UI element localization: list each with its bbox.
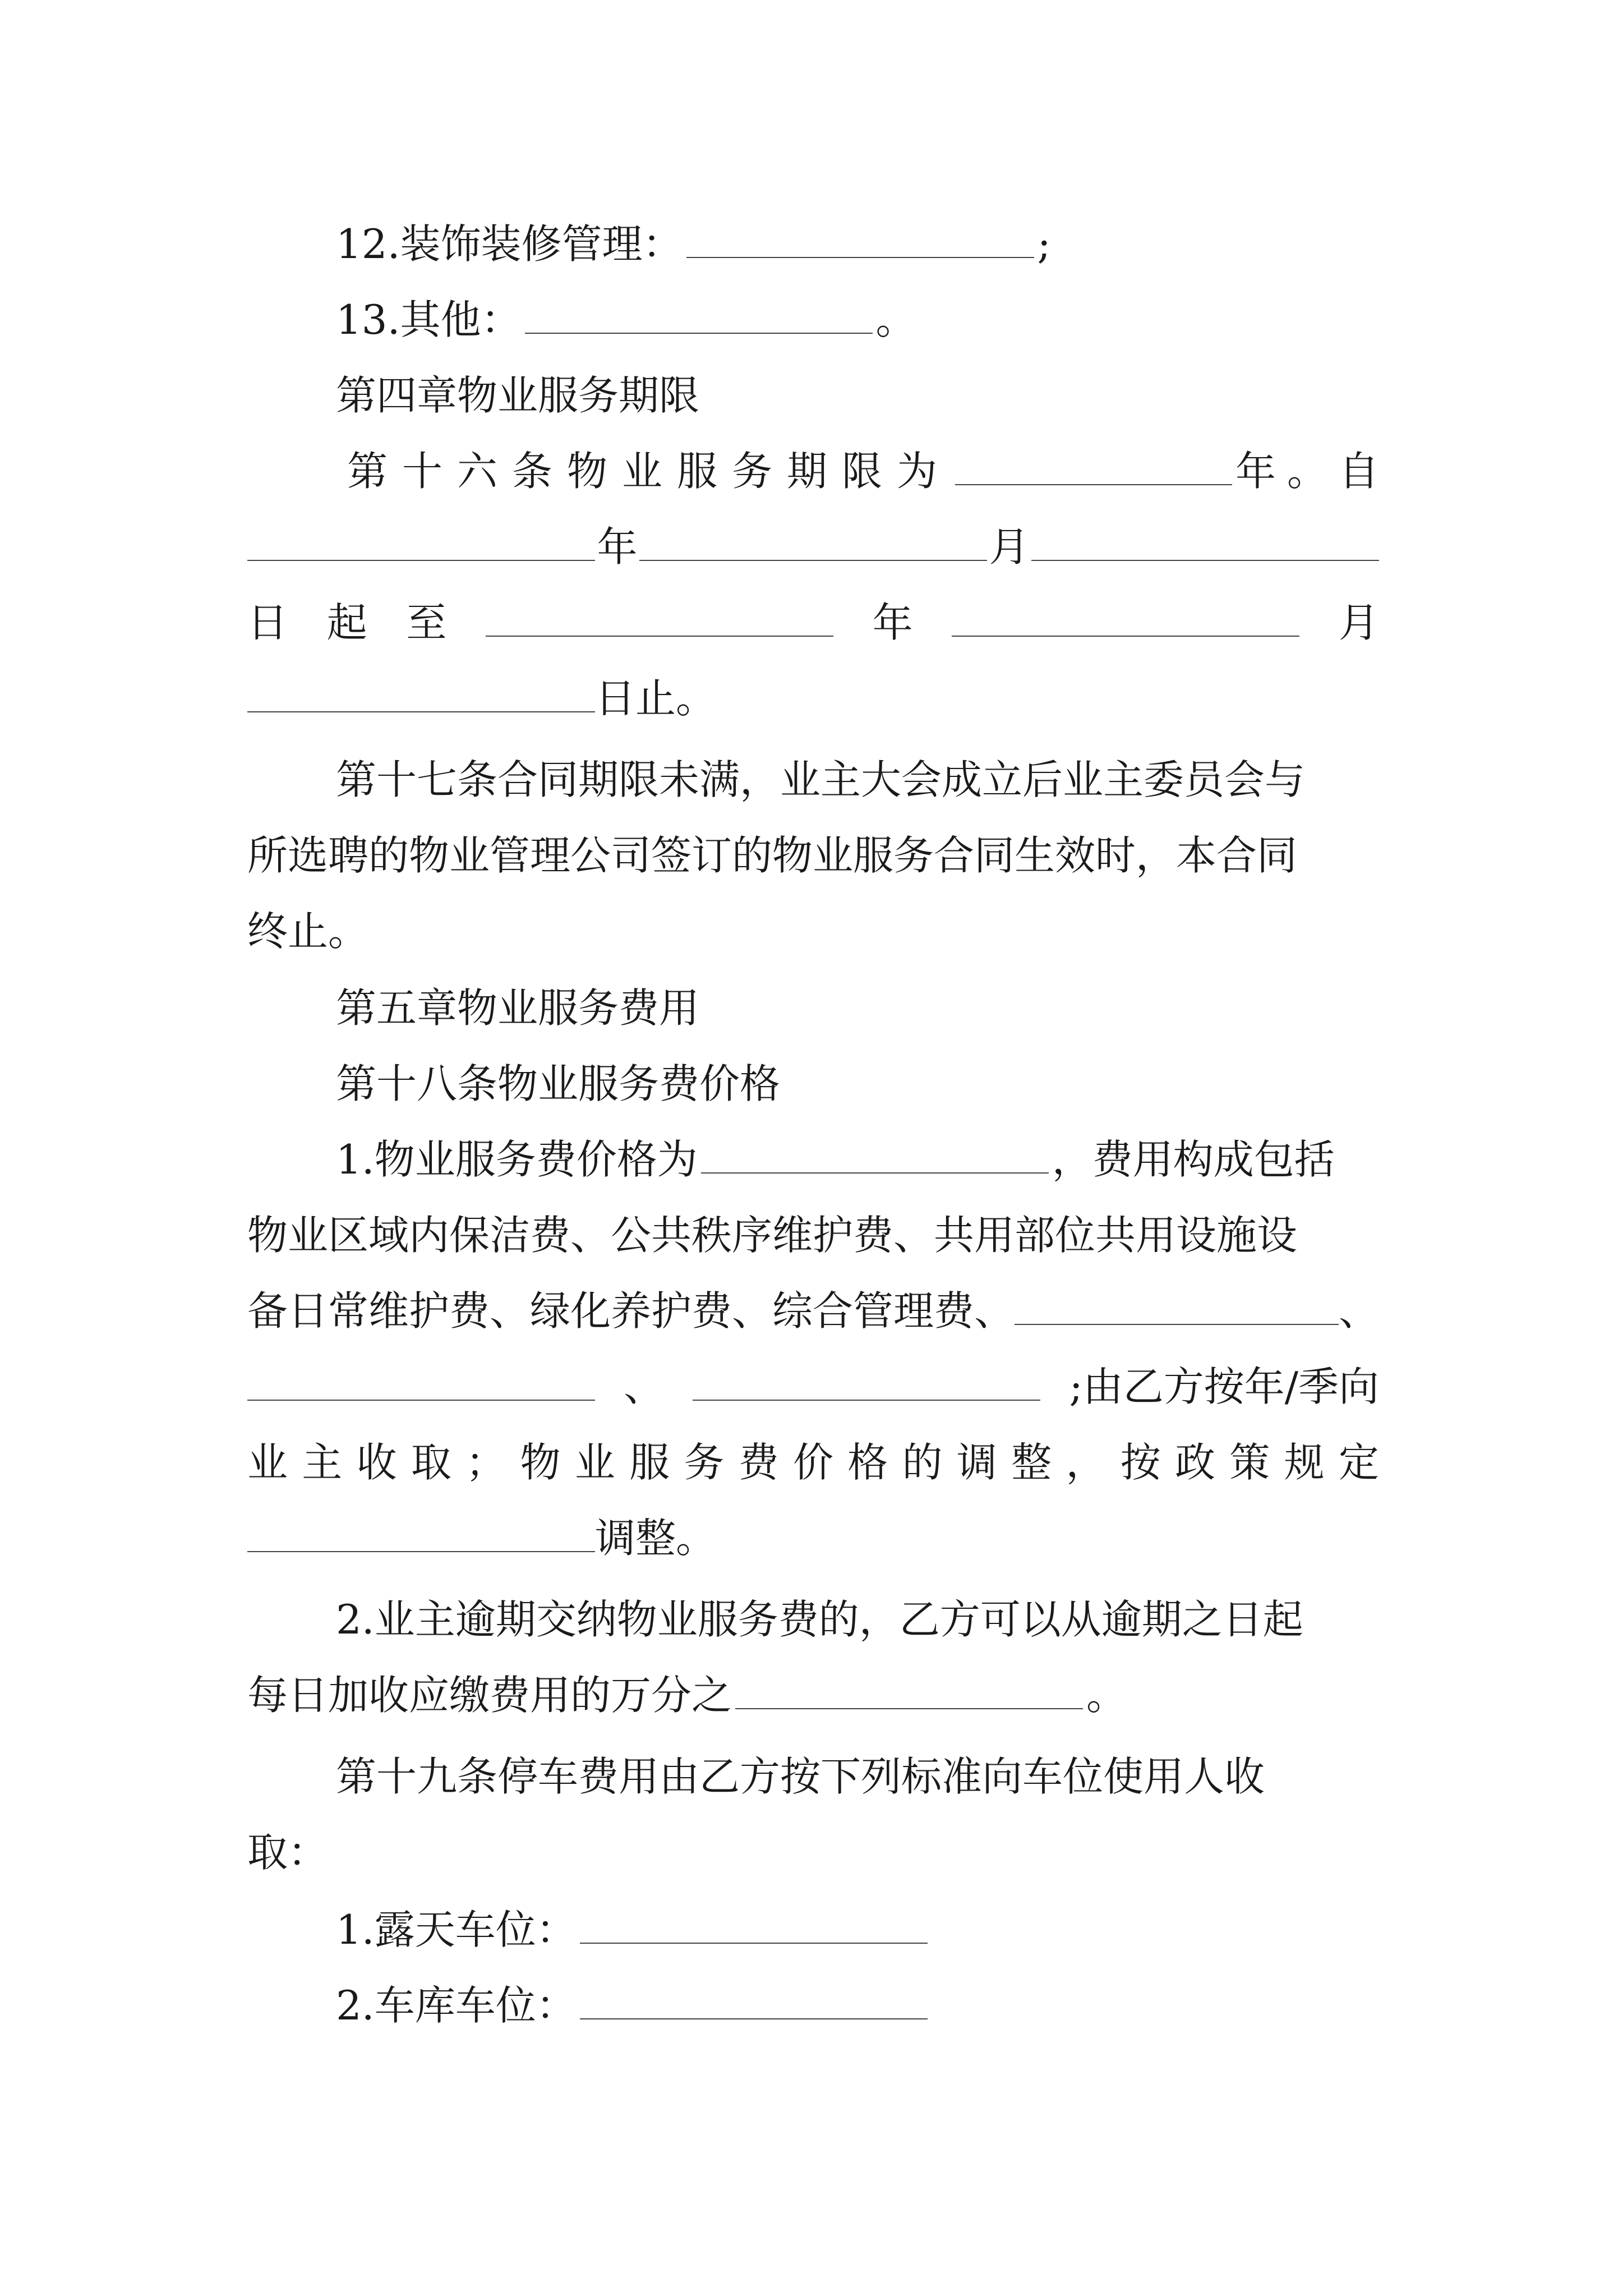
item-12-end: ; (1037, 220, 1051, 268)
fill-blank[interactable] (486, 599, 833, 637)
fill-blank[interactable] (686, 220, 1034, 258)
article-18-item-1-line-5 (247, 1423, 1379, 1502)
char: 政 (1175, 1439, 1216, 1486)
day-label: 日 (247, 599, 288, 646)
char: 务 (684, 1439, 725, 1486)
month-label: 月 (989, 523, 1030, 570)
from-label: 起 (326, 599, 367, 646)
char: 调 (956, 1439, 997, 1486)
year-label: 年 (872, 599, 913, 646)
char: 收 (356, 1439, 397, 1486)
article-16-text: 第十六条物业服务期限为 (347, 448, 952, 495)
fill-blank[interactable] (693, 1363, 1040, 1401)
fill-blank[interactable] (701, 1135, 1049, 1174)
char: 价 (792, 1439, 833, 1486)
month-label: 月 (1338, 599, 1379, 646)
fill-blank[interactable] (247, 523, 595, 561)
fill-blank[interactable] (580, 1906, 928, 1944)
article-19-line-1: 第十九条停车费用由乙方按下列标准向车位使用人收 (336, 1753, 1265, 1800)
item-13-other (247, 280, 1379, 359)
year-label: 年 (597, 523, 638, 570)
article-19-line-2: 取： (247, 1829, 329, 1876)
article-16-tail: 年。自 (1235, 448, 1390, 495)
char: 费 (738, 1439, 779, 1486)
fill-blank[interactable] (952, 599, 1299, 637)
period: 。 (1086, 1672, 1127, 1719)
char: 按 (1120, 1439, 1161, 1486)
char: 的 (902, 1439, 943, 1486)
fill-blank[interactable] (639, 523, 987, 561)
late-fee-label: 每日加收应缴费用的万分之 (247, 1672, 732, 1719)
to-label: 至 (406, 599, 447, 646)
article-16-line-4 (247, 659, 1379, 738)
article-17-line-2: 所选聘的物业管理公司签订的物业服务合同生效时，本合同 (247, 832, 1298, 879)
fill-blank[interactable] (955, 447, 1232, 485)
fill-blank[interactable] (525, 296, 873, 334)
parking-garage (247, 1966, 1379, 2045)
fee-items-label: 备日常维护费、绿化养护费、综合管理费、 (247, 1287, 1015, 1335)
article-18-item-2-line-1: 2.业主逾期交纳物业服务费的，乙方可以从逾期之日起 (336, 1596, 1303, 1643)
article-18-item-1-line-2: 物业区域内保洁费、公共秩序维护费、共用部位共用设施设 (247, 1212, 1298, 1259)
article-18-heading: 第十八条物业服务费价格 (336, 1060, 781, 1107)
chapter-5-heading: 第五章物业服务费用 (336, 984, 700, 1032)
char: 业 (247, 1439, 288, 1486)
fee-price-label: 1.物业服务费价格为 (336, 1136, 698, 1183)
article-17-line-1: 第十七条合同期限未满，业主大会成立后业主委员会与 (336, 756, 1306, 803)
char: 整 (1011, 1439, 1052, 1486)
separator: 、 (624, 1363, 665, 1410)
fill-blank[interactable] (1031, 523, 1379, 561)
parking-outdoor (247, 1890, 1379, 1969)
chapter-4-heading: 第四章物业服务期限 (336, 372, 700, 419)
parking-garage-label: 2.车库车位： (336, 1982, 577, 2029)
article-16-line-2 (247, 508, 1379, 586)
char: 策 (1229, 1439, 1270, 1486)
collection-label: ;由乙方按年/季向 (1069, 1363, 1379, 1410)
article-16-line-1 (247, 432, 1390, 510)
char: 格 (847, 1439, 888, 1486)
fill-blank[interactable] (247, 1514, 595, 1552)
end-date-label: 日止。 (595, 675, 717, 722)
item-12-label: 12.装饰装修管理： (336, 220, 683, 268)
article-17-line-3: 终止。 (247, 908, 369, 955)
char: 主 (302, 1439, 343, 1486)
article-18-item-1-line-3 (247, 1272, 1379, 1350)
parking-outdoor-label: 1.露天车位： (336, 1906, 577, 1953)
fill-blank[interactable] (735, 1671, 1083, 1709)
fill-blank[interactable] (580, 1981, 928, 2019)
char: 定 (1338, 1439, 1379, 1486)
article-18-item-1-line-6 (247, 1499, 1379, 1577)
article-18-item-1-line-4 (247, 1347, 1379, 1426)
article-18-item-1-line-1 (247, 1120, 1379, 1199)
char: 服 (629, 1439, 670, 1486)
char: ， (1066, 1439, 1106, 1486)
article-18-item-2-line-2 (247, 1656, 1379, 1734)
item-12-decoration (247, 205, 1379, 283)
separator: 、 (1338, 1287, 1379, 1335)
article-16-line-3 (247, 583, 1379, 662)
adjust-label: 调整。 (595, 1515, 717, 1562)
char: 取 (411, 1439, 451, 1486)
fill-blank[interactable] (1015, 1287, 1339, 1325)
char: ； (465, 1439, 506, 1486)
char: 物 (520, 1439, 561, 1486)
char: 规 (1284, 1439, 1325, 1486)
fee-composition-label: ，费用构成包括 (1052, 1136, 1335, 1183)
fill-blank[interactable] (247, 1363, 595, 1401)
fill-blank[interactable] (247, 674, 595, 712)
item-13-end: 。 (875, 296, 916, 343)
char: 业 (574, 1439, 615, 1486)
item-13-label: 13.其他： (336, 296, 522, 343)
